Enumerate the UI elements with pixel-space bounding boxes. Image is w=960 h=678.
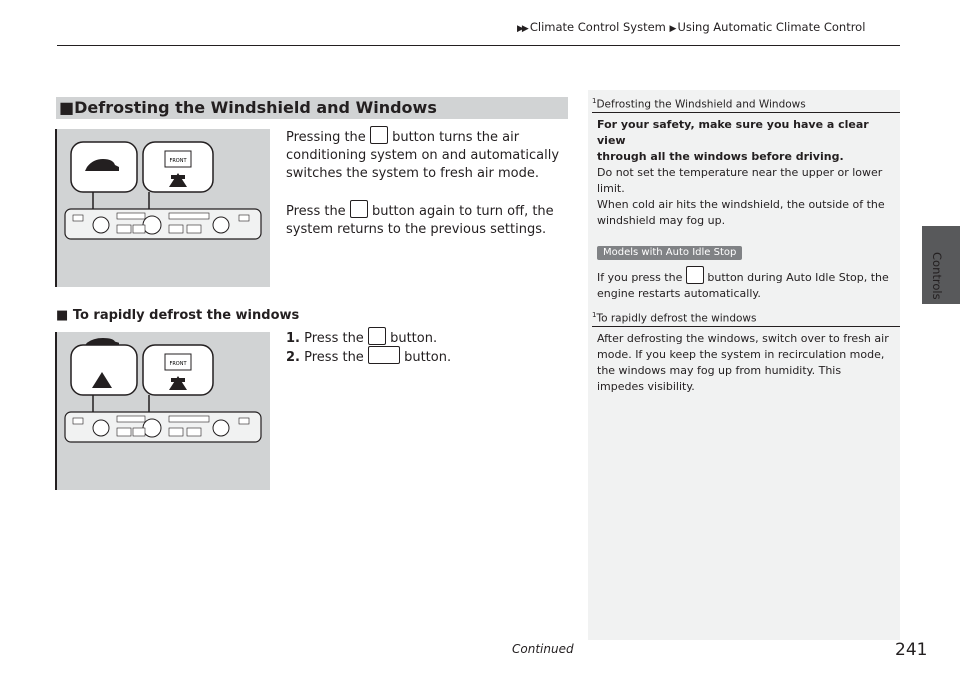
subsection-title: ■ To rapidly defrost the windows [56,308,300,323]
breadcrumb-arrow-icon: ▶ [669,24,675,34]
climate-panel-illustration-2 [57,332,270,490]
front-defrost-icon: FRONT [169,158,187,164]
front-defrost-button-icon [368,327,386,345]
figure-defrost-panel [55,129,270,287]
square-bullet-icon: ■ [56,308,69,323]
step-2: 2. Press the button. [286,346,576,367]
note-1-warning: For your safety, make sure you have a clear view through all the windows before driving. [597,118,869,163]
section-title-text: Defrosting the Windshield and Windows [74,98,437,117]
note-1-idle-stop: If you press the button during Auto Idle Stop, the engine restarts automatically. [597,266,897,302]
breadcrumb-arrow-icon: ▶▶ [517,24,527,34]
note-2-paragraph: After defrosting the windows, switch over to fresh air mode. If you keep the system in recirculation mode, the windows may fog up from humidity. This impedes visibility. [597,332,889,393]
front-defrost-button-icon [686,266,704,284]
note-2-heading: $^1$To rapidly defrost the windows [592,311,757,325]
section-title [59,97,437,119]
section-paragraph-2: Press the button again to turn off, the system returns to the previous settings. [286,200,576,239]
note-2-rule [592,326,900,327]
recirculation-button-icon [368,346,400,364]
breadcrumb [517,20,865,34]
front-defrost-button-icon [370,126,388,144]
chapter-tab-label: Controls [930,252,944,300]
note-1-paragraph: Do not set the temperature near the upper or lower limit. When cold air hits the windshield, the outside of the windshield may fog up. [597,166,885,227]
front-defrost-icon: FRONT [169,361,187,367]
front-defrost-button-icon [350,200,368,218]
note-1-heading: $^1$Defrosting the Windshield and Windows [592,97,806,111]
breadcrumb-item-climate[interactable]: Climate Control System [529,20,666,34]
continued-label: Continued [512,642,574,656]
breadcrumb-item-automatic[interactable]: Using Automatic Climate Control [677,20,866,34]
header-rule [57,45,900,46]
note-1-rule [592,112,900,113]
figure-rapid-defrost-panel [55,332,270,490]
step-1: 1. Press the button. [286,327,576,348]
page-number: 241 [895,640,928,660]
square-bullet-icon: ■ [59,98,75,117]
climate-panel-illustration [57,129,270,287]
model-badge: Models with Auto Idle Stop [597,246,742,260]
section-paragraph-1: Pressing the button turns the air conditioning system on and automatically switches the system to fresh air mode. [286,126,576,183]
